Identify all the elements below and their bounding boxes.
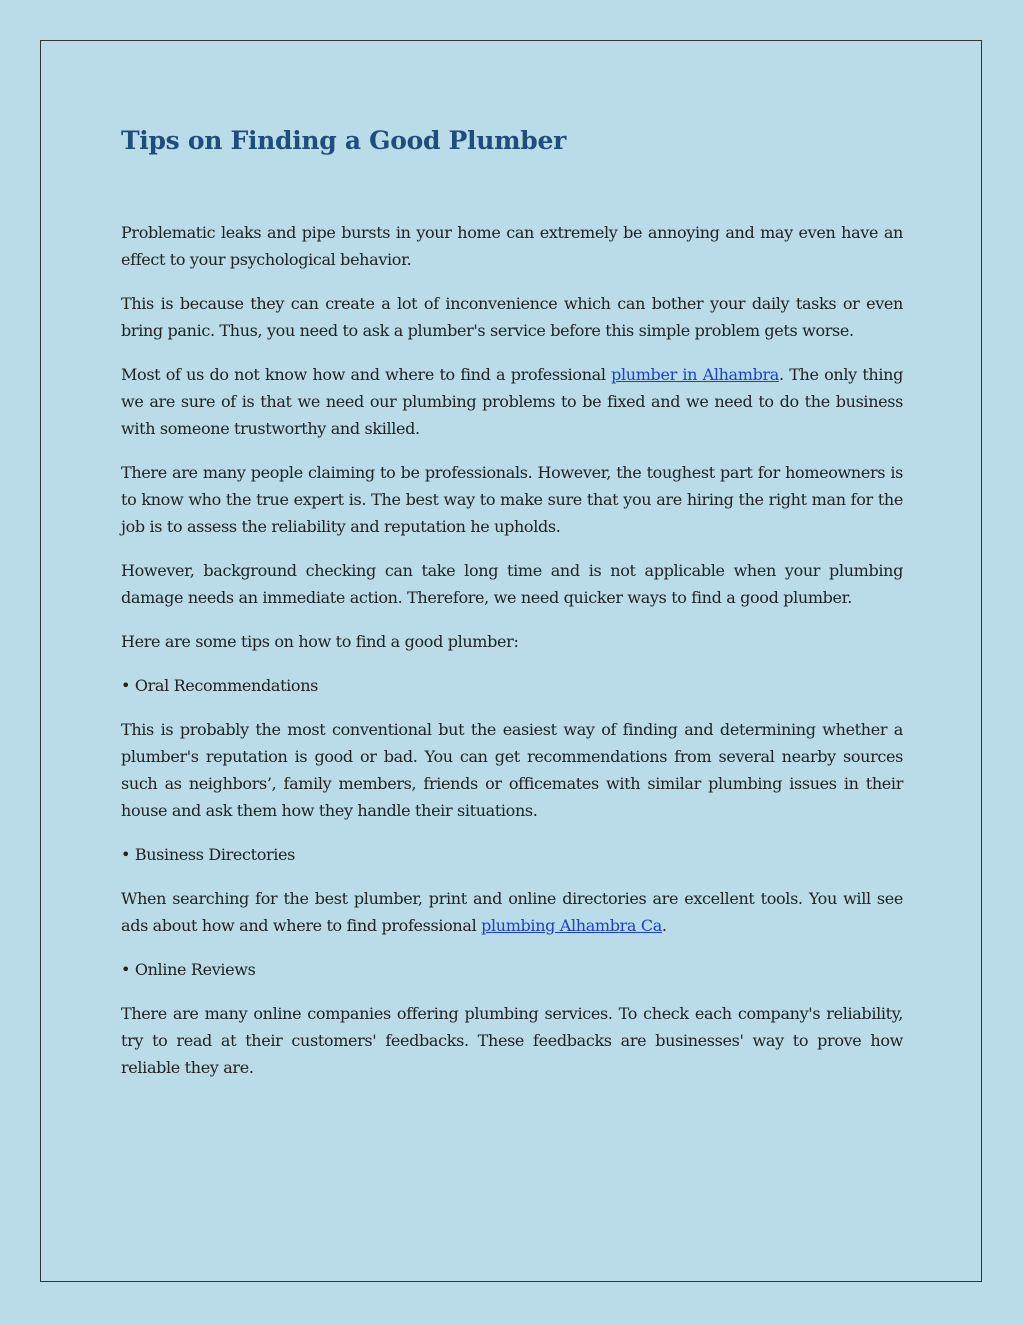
paragraph-text: When searching for the best plumber, print and online directories are excellent tools. You will see ads about how and where to find professional (121, 889, 903, 935)
paragraph-inconvenience: This is because they can create a lot of inconvenience which can bother your daily tasks or even bring panic. Thus, you need to ask a plumber's service before this simple problem gets worse. (121, 294, 903, 340)
document-body (121, 121, 903, 1098)
paragraph-text: Most of us do not know how and where to find a professional (121, 365, 612, 384)
paragraph-text: . The only thing we are sure of is that we need our plumbing problems to be fixed and we need to do the business with someone trustworthy and skilled. (121, 365, 903, 438)
paragraph-intro: Problematic leaks and pipe bursts in your home can extremely be annoying and may even have an effect to your psychological behavior. (121, 223, 903, 269)
paragraph-oral-recommendations: This is probably the most conventional but the easiest way of finding and determining whether a plumber's reputation is good or bad. You can get recommendations from several nearby sources such as neighbors’, family members, friends or officemates with similar plumbing issues in their house and ask them how they handle their situations. (121, 720, 903, 820)
bullet-oral-recommendations: • Oral Recommendations (121, 676, 319, 695)
paragraph-business-directories (121, 885, 903, 939)
bullet-online-reviews: • Online Reviews (121, 960, 256, 979)
paragraph-professional (121, 361, 903, 442)
paragraph-text: . (661, 916, 667, 935)
paragraph-tips-intro: Here are some tips on how to find a good plumber: (121, 632, 519, 651)
plumbing-alhambra-ca-link[interactable]: plumbing Alhambra Ca (481, 916, 662, 935)
paragraph-online-reviews: There are many online companies offering plumbing services. To check each company's reliability, try to read at their customers' feedbacks. These feedbacks are businesses' way to prove how reliable they are. (121, 1004, 903, 1077)
page-title: Tips on Finding a Good Plumber (121, 126, 566, 155)
plumber-in-alhambra-link[interactable]: plumber in Alhambra (611, 365, 779, 384)
bullet-business-directories: • Business Directories (121, 845, 296, 864)
paragraph-claiming: There are many people claiming to be professionals. However, the toughest part for homeowners is to know who the true expert is. The best way to make sure that you are hiring the right man for the job is to assess the reliability and reputation he upholds. (121, 463, 903, 536)
paragraph-background-checking: However, background checking can take long time and is not applicable when your plumbing damage needs an immediate action. Therefore, we need quicker ways to find a good plumber. (121, 561, 903, 607)
document-page (40, 40, 982, 1282)
